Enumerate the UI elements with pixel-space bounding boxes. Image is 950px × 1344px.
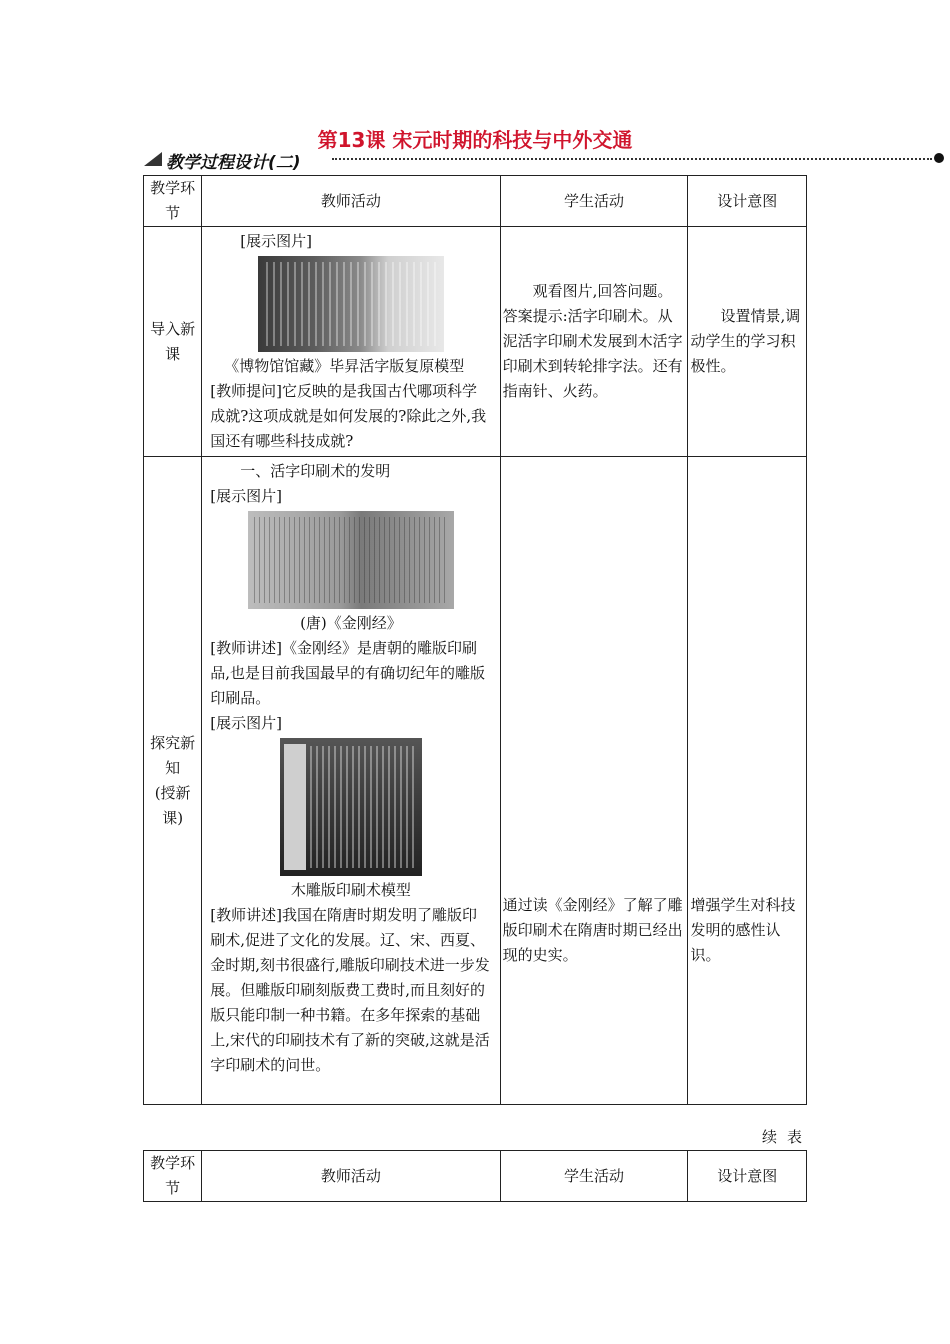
- triangle-icon: [144, 152, 162, 166]
- student-activity-cell: [500, 457, 688, 1105]
- bullet-dot-icon: [934, 153, 944, 163]
- answer-hint: 答案提示:活字印刷术。从泥活字印刷术发展到木活字印刷术到转轮排字法。还有指南针、火药。: [502, 307, 683, 400]
- teacher-activity-cell: [202, 227, 500, 457]
- student-activity-cell: [500, 227, 688, 457]
- woodblock-printing-model-image: [280, 738, 422, 876]
- student-text: 观看图片,回答问题。: [532, 282, 673, 300]
- header-student: 学生活动: [500, 1151, 688, 1202]
- table-header-row: [144, 1151, 807, 1202]
- diamond-sutra-image: [248, 511, 454, 609]
- intent-text: 设置情景,调动学生的学习积极性。: [690, 307, 801, 375]
- image-caption: 《博物馆馆藏》毕昇活字版复原模型: [224, 357, 465, 375]
- section-heading: 教学过程设计(二): [166, 153, 301, 173]
- intent-text: 增强学生对科技发明的感性认识。: [690, 896, 796, 964]
- image-caption: 木雕版印刷术模型: [290, 881, 411, 899]
- lesson-table-continued: [143, 1150, 807, 1202]
- page-title: 第13课 宋元时期的科技与中外交通: [317, 128, 633, 152]
- header-intent: 设计意图: [688, 176, 807, 227]
- show-picture-label: [展示图片]: [240, 232, 312, 250]
- stage-label: 探究新知: [150, 733, 196, 777]
- image-caption: (唐)《金刚经》: [300, 614, 402, 632]
- header-intent: 设计意图: [688, 1151, 807, 1202]
- teacher-lecture: [教师讲述]《金刚经》是唐朝的雕版印刷品,也是目前我国最早的有确切纪年的雕版印刷品。: [210, 639, 486, 707]
- teacher-lecture: [教师讲述]我国在隋唐时期发明了雕版印刷术,促进了文化的发展。辽、宋、西夏、金时期,刻书很盛行,雕版印刷技术进一步发展。但雕版印刷刻版费工费时,而且刻好的版只能印制一种书籍。在多年探索的基础上,宋代的印刷技术有了新的突破,这就是活字印刷术的问世。: [210, 906, 490, 1074]
- design-intent-cell: [688, 457, 807, 1105]
- header-stage: 教学环节: [144, 176, 202, 227]
- lesson-table: [143, 175, 807, 1105]
- stage-cell: 导入新课: [144, 227, 202, 457]
- student-text: 通过读《金刚经》了解了雕版印刷术在隋唐时期已经出现的史实。: [502, 896, 683, 964]
- header-student: 学生活动: [500, 176, 688, 227]
- section-heading-bar: [144, 148, 944, 173]
- movable-type-model-image: [258, 256, 444, 352]
- design-intent-cell: [688, 227, 807, 457]
- show-picture-label: [展示图片]: [210, 714, 282, 732]
- header-teacher: 教师活动: [202, 176, 500, 227]
- show-picture-label: [展示图片]: [210, 487, 282, 505]
- teacher-activity-cell: [202, 457, 500, 1105]
- table-row-explore: [144, 457, 807, 1105]
- table-row-intro: [144, 227, 807, 457]
- header-teacher: 教师活动: [202, 1151, 500, 1202]
- teacher-question: [教师提问]它反映的是我国古代哪项科学成就?这项成就是如何发展的?除此之外,我国还有哪些科技成就?: [210, 382, 487, 450]
- dotted-rule: [332, 158, 932, 160]
- stage-cell: [144, 457, 202, 1105]
- continued-label: 续表: [762, 1128, 813, 1146]
- stage-sublabel: (授新课): [154, 783, 191, 827]
- table-header-row: [144, 176, 807, 227]
- subsection-heading: 一、活字印刷术的发明: [240, 462, 391, 480]
- header-stage: 教学环节: [144, 1151, 202, 1202]
